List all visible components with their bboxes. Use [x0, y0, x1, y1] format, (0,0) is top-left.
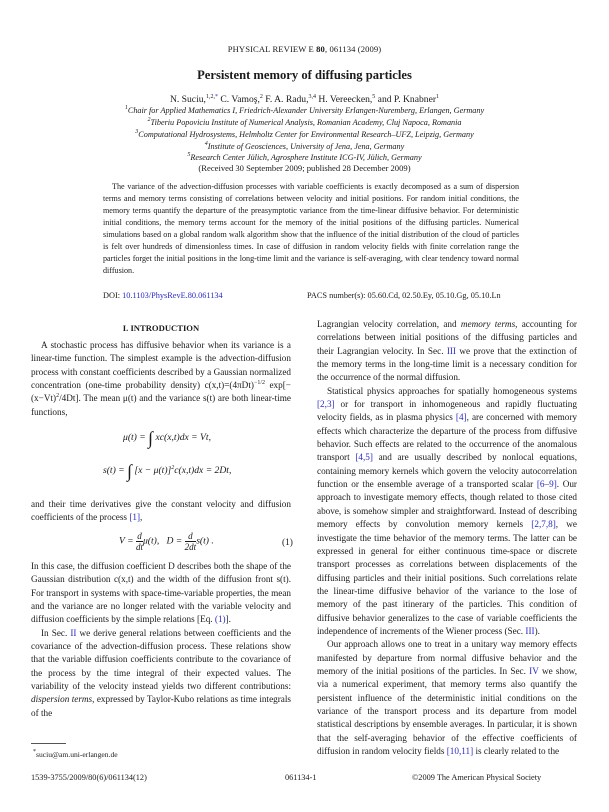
section-heading: I. INTRODUCTION — [122, 323, 200, 333]
author: F. A. Radu,$^{3,4}$ — [262, 94, 316, 105]
section-link[interactable]: II — [70, 627, 77, 638]
equation-number: (1) — [282, 538, 293, 548]
equation-variance: s(t) = ∫ $[x - \mu(t)]^2c(x,t)dx = 2Dt$, — [103, 461, 232, 481]
integral-sign: ∫ — [148, 428, 154, 448]
author: C. Vamoş,$^2$ — [217, 94, 263, 105]
author: and P. Knabner$^1$ — [375, 94, 440, 105]
equation-link[interactable]: (1) — [214, 614, 226, 625]
footer-copyright: ©2009 The American Physical Society — [412, 773, 542, 782]
citation-link[interactable]: [4] — [455, 412, 467, 423]
footnote-divider — [31, 743, 66, 744]
footnote-link[interactable]: * — [214, 94, 218, 100]
section-link[interactable]: III — [525, 625, 535, 636]
section-link[interactable]: III — [446, 345, 456, 356]
author-list — [0, 94, 609, 105]
intro-paragraph-2: and their time derivatives give the constant velocity and diffusion coefficients of the process [1], — [31, 499, 291, 523]
doi-label: DOI: — [103, 291, 123, 300]
citation-link[interactable]: [10,11] — [446, 746, 474, 756]
paper-title: Persistent memory of diffusing particles — [197, 68, 412, 82]
citation-link[interactable]: [1] — [129, 512, 141, 523]
equation-mean: μ(t) = ∫ xc(x,t)dx = Vt, — [123, 428, 211, 448]
citation-link[interactable]: [2,7,8] — [531, 519, 556, 530]
intro-paragraph-3: In this case, the diffusion coefficient D describes both the shape of the Gaussian distribution c(x,t) and the width of the diffusion front s(t). For transport in systems with space-time-variable properties, the mean and the variance are no longer related with the variable velocity and diffusion coefficients by the simple relations [Eq. (1)]. In Sec. II we derive general relations between coefficients and the covariance of the advection-diffusion process. These relations show that the variable diffusion coefficients contribute to the covariance of the process by the time integral of their expected values. The variability of the velocity instead yields two different contributions: dispersion terms, expressed by Taylor-Kubo relations as time integrals of the — [31, 561, 292, 718]
doi-pacs-row — [103, 291, 519, 300]
affiliation: $^1$Chair for Applied Mathematics I, Friedrich-Alexander University Erlangen-Nuremberg, Erlangen, Germany — [124, 105, 485, 115]
affiliation: $^2$Tiberiu Popoviciu Institute of Numerical Analysis, Romanian Academy, Cluj Napoca, Romania — [147, 117, 462, 127]
citation-link[interactable]: [2,3] — [317, 399, 335, 410]
equation-1: V = $\frac{d}{dt}$ μ(t), D = $\frac{d}{2dt}$ s(t) . — [119, 531, 214, 552]
doi-link[interactable]: 10.1103/PhysRevE.80.061134 — [122, 291, 223, 300]
journal-name: PHYSICAL REVIEW E — [227, 44, 317, 54]
pacs-numbers: PACS number(s): 05.60.Cd, 02.50.Ey, 05.10.Gg, 05.10.Ln — [307, 291, 501, 300]
citation-link[interactable]: [6–9] — [536, 479, 557, 490]
footer-issn: 1539-3755/2009/80(6)/061134(12) — [31, 773, 147, 782]
footer-page-number: 061134-1 — [285, 773, 317, 782]
affiliation: $^3$Computational Hydrosystems, Helmholtz Center for Environmental Research–UFZ, Leipzig, Germany — [135, 129, 474, 139]
intro-paragraph-1: A stochastic process has diffusive behavior when its variance is a linear-time function. The simplest example is the advection-diffusion process with constant coefficients described by a Gaussian normalized concentration (one-time probability density) $c(x,t)=(4\pi Dt)^{-1/2}$ $\exp[-(x-Vt)^2/4Dt]$. The mean μ(t) and the variance s(t) are both linear-time functions, — [31, 340, 291, 417]
footnote: *suciu@am.uni-erlangen.de — [33, 749, 118, 759]
journal-header — [0, 44, 609, 54]
author: H. Vereecken,$^5$ — [315, 94, 376, 105]
integral-sign: ∫ — [127, 461, 132, 481]
journal-issue: , 061134 (2009) — [324, 44, 382, 54]
affiliation: $^5$Research Center Jülich, Agrosphere Institute ICG-IV, Jülich, Germany — [187, 152, 422, 162]
right-column-text: Lagrangian velocity correlation, and memory terms, accounting for correlations between initial positions of the diffusing particles and their Lagrangian velocity. In Sec. III we prove that the extinction of the memory terms in the long-time limit is a necessary condition for the occurrence of the normal diffusion. Statistical physics approaches for spatially homogeneous systems [2,3] or for transport in inhomogeneous and rapidly fluctuating velocity fields, as in plasma physics [4], are concerned with memory effects which characterize the departure of the process from diffusive behavior. Such effects are related to the occurrence of the anomalous transport [4,5] and are usually described by nonlocal equations, containing memory kernels which govern the velocity autocorrelation function or the ensemble average of a transported scalar [6–9]. Our approach to investigate memory effects, though related to those cited above, is somehow simpler and straightforward. Instead of describing memory effects by convolution memory kernels [2,7,8], we investigate the time behavior of the memory terms. The latter can be expressed in general for either continuous time-space or discrete transport processes as correlations between displacements of the diffusing particles and their initial positions. Such correlations relate the linear-time diffusive behavior of the variance to the lose of memory of the past itinerary of the particles. This condition of diffusive behavior generalizes to the case of variable coefficients the independence of increments of the Wiener process (Sec. III). Our approach allows one to treat in a unitary way memory effects manifested by departure from normal diffusive behavior and the memory of the initial positions of the particles. In Sec. IV we show, via a numerical experiment, that memory terms also quantify the persistent influence of the deterministic initial conditions on the variance of the transport process and its departure from model statistical descriptions by ensemble averages. In particular, it is shown that the self-averaging behavior of the effective coefficients of diffusion in random velocity fields [10,11] is clearly related to the — [317, 319, 578, 756]
section-link[interactable]: IV — [529, 665, 539, 676]
received-date: (Received 30 September 2009; published 28 December 2009) — [198, 163, 411, 173]
author: N. Suciu,$^{1,2,*}$ — [169, 94, 218, 105]
citation-link[interactable]: [4,5] — [355, 452, 373, 463]
journal-volume: 80 — [316, 44, 325, 54]
author-email[interactable]: suciu@am.uni-erlangen.de — [36, 750, 118, 759]
affiliation: $^4$Institute of Geosciences, University of Jena, Jena, Germany — [204, 141, 405, 151]
abstract: The variance of the advection-diffusion processes with variable coefficients is exactly decomposed as a sum of dispersion terms and memory terms consisting of correlations between velocity and initial positions. For random initial conditions, the memory terms quantify the departure of the preasymptotic variance from the time-linear diffusive behavior. For deterministic initial conditions, the memory terms account for the memory of the initial positions of the diffusing particles. Numerical simulations based on a global random walk algorithm show that the influence of the initial distribution of the cloud of particles is felt over hundreds of dimensionless times. In case of diffusion in random velocity fields with finite correlation range the particles forget the initial positions in the long-time limit and the variance is self-averaging, with clear tendency toward normal diffusion. — [103, 182, 519, 275]
